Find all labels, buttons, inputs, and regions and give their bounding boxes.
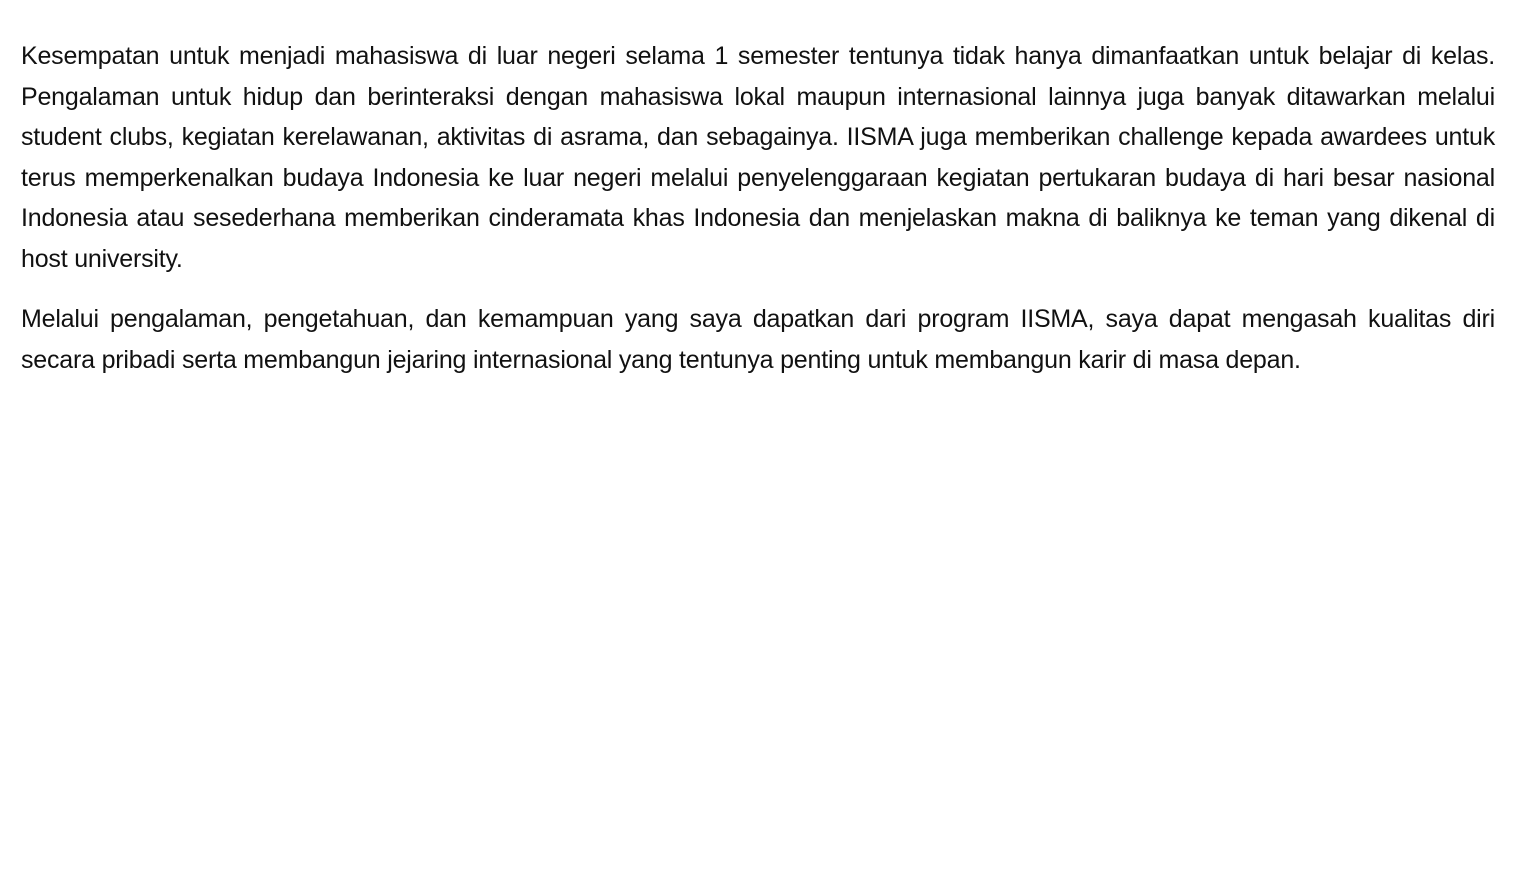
document-body bbox=[21, 36, 1495, 400]
paragraph-conclusion: Melalui pengalaman, pengetahuan, dan kemampuan yang saya dapatkan dari program IISMA, saya dapat mengasah kualitas diri secara pribadi serta membangun jejaring internasional yang tentunya penting untuk membangun karir di masa depan. bbox=[21, 305, 1495, 374]
paragraph-experience: Kesempatan untuk menjadi mahasiswa di luar negeri selama 1 semester tentunya tidak hanya dimanfaatkan untuk belajar di kelas. Pengalaman untuk hidup dan berinteraksi dengan mahasiswa lokal maupun internasional lainnya juga banyak ditawarkan melalui student clubs, kegiatan kerelawanan, aktivitas di asrama, dan sebagainya. IISMA juga memberikan challenge kepada awardees untuk terus memperkenalkan budaya Indonesia ke luar negeri melalui penyelenggaraan kegiatan pertukaran budaya di hari besar nasional Indonesia atau sesederhana memberikan cinderamata khas Indonesia dan menjelaskan makna di baliknya ke teman yang dikenal di host university. bbox=[21, 42, 1495, 273]
